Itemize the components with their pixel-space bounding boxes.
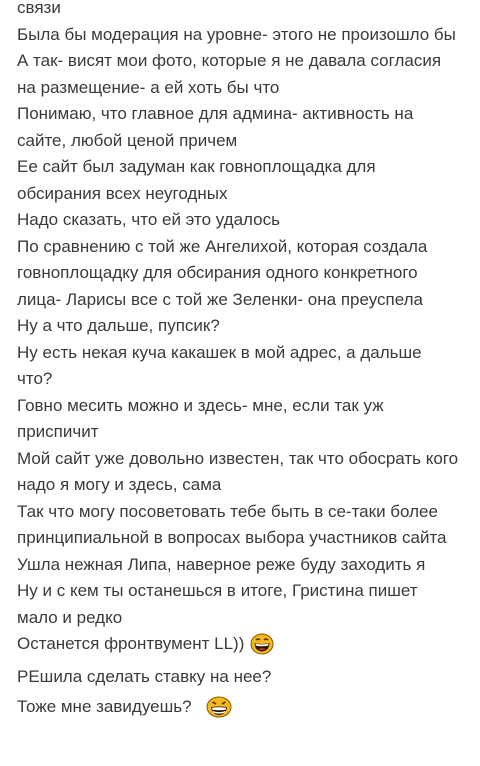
text-line-11: Мой сайт уже довольно известен, так что обосрать кого надо я могу и здесь, сама (17, 448, 459, 494)
text-line-7: По сравнению с той же Ангелихой, которая создала говноплощадку для обсирания одного конкретного лица- Ларисы все с той же Зеленки- она преуспела (17, 236, 428, 309)
text-line-8: Ну а что дальше, пупсик? (17, 316, 220, 335)
text-line-9: Ну есть некая куча какашек в мой адрес, а дальше что? (17, 342, 422, 388)
text-line-6: Надо сказать, что ей это удалось (17, 210, 280, 229)
text-line-1: связи (17, 0, 61, 17)
text-line-10: Говно месить можно и здесь- мне, если так уж приспичит (17, 395, 384, 441)
post-text (17, 0, 472, 727)
text-line-17-label: Тоже мне завидуешь? (17, 697, 192, 716)
text-line-4: Понимаю, что главное для админа- активность на сайте, любой ценой причем (17, 104, 414, 150)
grinning-smiley-icon (206, 696, 232, 727)
laughing-smiley-icon (250, 633, 274, 664)
text-line-12: Так что могу посоветовать тебе быть в се-таки более принципиальной в вопросах выбора участников сайта (17, 501, 447, 547)
text-line-14: Ну и с кем ты останешься в итоге, Гристина пишет мало и редко (17, 581, 418, 627)
text-line-15 (17, 631, 472, 664)
text-line-17 (17, 694, 472, 727)
text-line-2: Была бы модерация на уровне- этого не произошло бы (17, 24, 456, 44)
text-line-15-label: Останется фронтвумент LL)) (17, 634, 245, 653)
text-line-3: А так- висят мои фото, которые я не давала согласия на размещение- а ей хоть бы что (17, 51, 442, 97)
text-line-5: Ее сайт был задуман как говноплощадка для обсирания всех неугодных (17, 157, 376, 203)
text-line-13: Ушла нежная Липа, наверное реже буду заходить я (17, 554, 426, 574)
text-line-16: РЕшила сделать ставку на нее? (17, 666, 272, 686)
